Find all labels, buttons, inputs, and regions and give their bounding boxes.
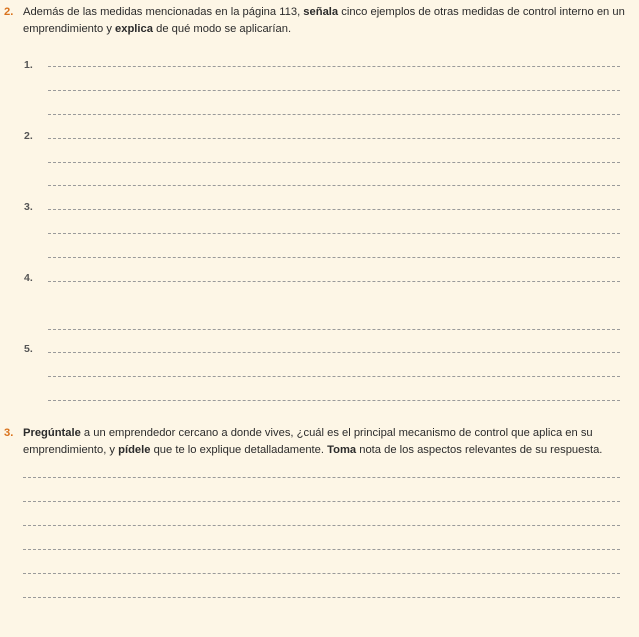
answer-line[interactable] [48, 138, 620, 139]
question-3-number: 3. [4, 427, 14, 439]
answer-line[interactable] [48, 376, 620, 377]
answer-line[interactable] [23, 525, 620, 526]
question-2 [0, 4, 639, 38]
answer-line[interactable] [48, 185, 620, 186]
answer-line[interactable] [23, 501, 620, 502]
item-3-label: 3. [24, 201, 33, 213]
answer-line[interactable] [48, 329, 620, 330]
item-5-label: 5. [24, 343, 33, 355]
answer-line[interactable] [23, 597, 620, 598]
answer-line[interactable] [48, 352, 620, 353]
answer-line[interactable] [48, 281, 620, 282]
answer-line[interactable] [48, 257, 620, 258]
answer-line[interactable] [48, 233, 620, 234]
answer-line[interactable] [48, 66, 620, 67]
answer-line[interactable] [48, 162, 620, 163]
item-1-label: 1. [24, 59, 33, 71]
item-4-label: 4. [24, 272, 33, 284]
question-3 [0, 425, 639, 459]
question-2-number: 2. [4, 6, 14, 18]
answer-line[interactable] [48, 90, 620, 91]
answer-line[interactable] [48, 114, 620, 115]
item-2-label: 2. [24, 130, 33, 142]
answer-line[interactable] [23, 549, 620, 550]
question-2-prompt: Además de las medidas mencionadas en la página 113, señala cinco ejemplos de otras medidas de control interno en un emprendimiento y explica de qué modo se aplicarían. [23, 6, 625, 35]
answer-line[interactable] [23, 573, 620, 574]
answer-line[interactable] [48, 400, 620, 401]
answer-line[interactable] [48, 209, 620, 210]
answer-line[interactable] [23, 477, 620, 478]
question-3-prompt: Pregúntale a un emprendedor cercano a donde vives, ¿cuál es el principal mecanismo de control que aplica en su emprendimiento, y pídele que te lo explique detalladamente. Toma nota de los aspectos relevantes de su respuesta. [23, 427, 603, 456]
